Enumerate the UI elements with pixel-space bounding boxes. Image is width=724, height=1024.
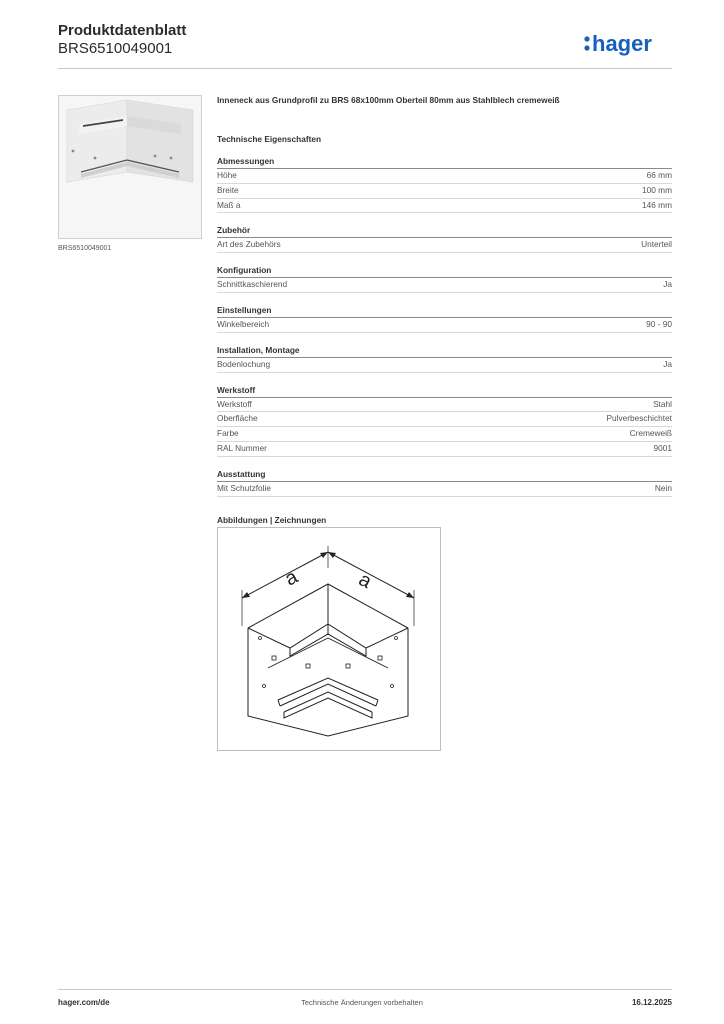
property-row [217,169,672,184]
image-caption: BRS6510049001 [58,245,112,252]
property-label: Oberfläche [217,413,258,424]
header-divider [58,68,672,69]
property-row [217,427,672,442]
property-group-einstellungen [217,305,672,333]
property-value: Ja [663,279,672,290]
product-description: Inneneck aus Grundprofil zu BRS 68x100mm Oberteil 80mm aus Stahlblech cremeweiß [217,95,560,105]
property-row [217,278,672,293]
property-value: Cremeweiß [629,428,672,439]
dimension-label-right: a [355,568,376,594]
property-label: Winkelbereich [217,318,270,329]
property-row [217,482,672,497]
property-row [217,318,672,333]
technical-drawing [217,527,441,751]
property-row [217,199,672,214]
logo-text: hager [592,31,652,56]
group-title: Einstellungen [217,305,672,318]
property-value: Nein [654,482,672,493]
group-title: Abmessungen [217,156,672,169]
product-details [217,94,672,525]
footer-divider [58,989,672,990]
property-label: RAL Nummer [217,442,267,453]
property-label: Bodenlochung [217,358,271,369]
property-group-abmessungen [217,156,672,213]
product-image [58,95,202,239]
dimension-label-left: a [281,565,302,591]
footer-date: 16.12.2025 [631,998,672,1007]
property-value: 146 mm [642,199,672,210]
property-value: 90 - 90 [646,318,672,329]
property-group-ausstattung [217,469,672,497]
property-row [217,442,672,457]
property-group-konfiguration [217,265,672,293]
group-title: Ausstattung [217,469,672,482]
property-row [217,238,672,253]
property-label: Art des Zubehörs [217,239,281,250]
property-group-werkstoff [217,385,672,457]
property-value: 66 mm [646,170,672,180]
property-row [217,398,672,413]
group-title: Werkstoff [217,385,672,398]
property-group-installation [217,345,672,373]
property-value: Unterteil [641,239,672,250]
property-label: Höhe [217,170,237,180]
footer-website-link[interactable]: hager.com/de [58,998,110,1007]
document-title: Produktdatenblatt [58,22,187,39]
property-label: Werkstoff [217,398,252,409]
product-code: BRS6510049001 [58,40,173,57]
property-label: Schnittkaschierend [217,279,288,290]
property-label: Breite [217,184,239,195]
property-row [217,358,672,373]
property-group-zubehoer [217,225,672,253]
section-heading-technical: Technische Eigenschaften [217,134,322,144]
group-title: Konfiguration [217,265,672,278]
property-value: Stahl [653,398,672,409]
footer-notice: Technische Änderungen vorbehalten [301,998,423,1007]
property-value: Ja [663,358,672,369]
property-label: Maß a [217,199,241,210]
property-row [217,412,672,427]
property-value: 100 mm [642,184,672,195]
property-value: 9001 [653,442,672,453]
group-title: Zubehör [217,225,672,238]
drawings-heading: Abbildungen | Zeichnungen [217,514,327,525]
property-row [217,184,672,199]
property-label: Mit Schutzfolie [217,482,271,493]
group-title: Installation, Montage [217,345,672,358]
hager-logo [582,26,672,60]
property-label: Farbe [217,428,239,439]
property-value: Pulverbeschichtet [606,413,672,424]
